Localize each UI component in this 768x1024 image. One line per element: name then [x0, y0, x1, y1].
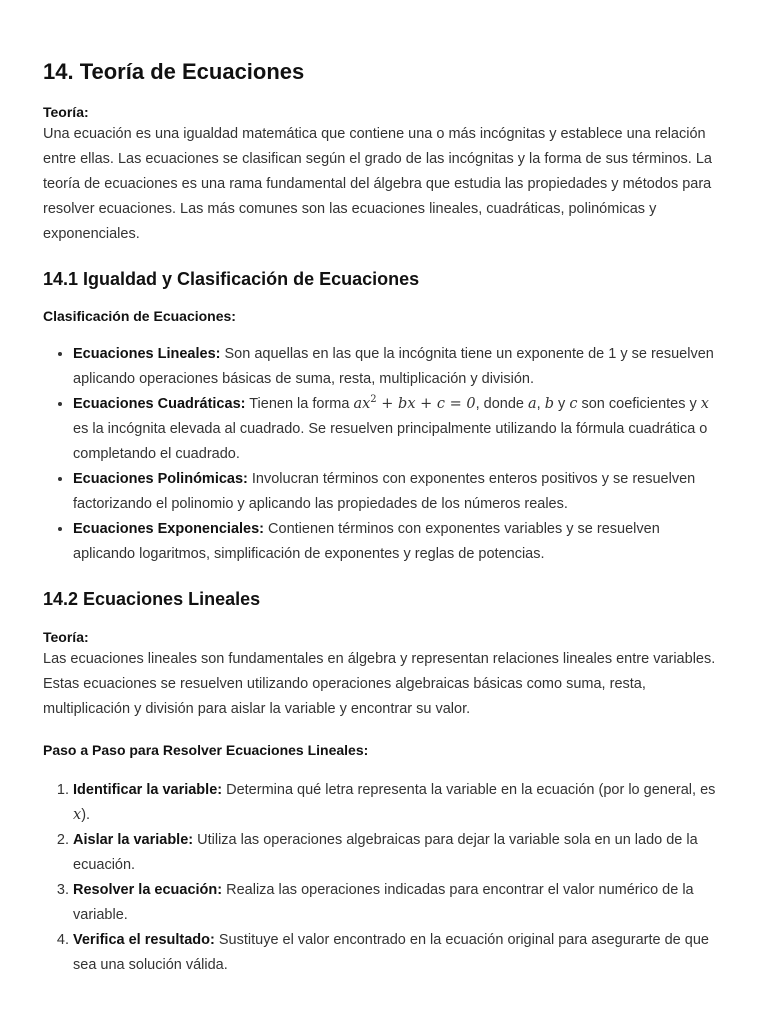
step-item [73, 778, 725, 828]
math-variable: a [528, 396, 537, 412]
term-description: Involucran términos con exponentes enteros positivos y se resuelven factorizando el polinomio y aplicando las propiedades de los números reales. [73, 471, 696, 512]
quadratic-formula [353, 396, 475, 412]
step-label: Verifica el resultado: [73, 932, 215, 948]
theory-label: Teoría: [43, 629, 89, 645]
term-description: y [554, 396, 570, 412]
linear-theory-paragraph: Las ecuaciones lineales son fundamentales en álgebra y representan relaciones lineales entre variables. Estas ecuaciones se resuelven utilizando operaciones algebraicas básicas como suma, resta, multiplicación y división para aislar la variable y encontrar su valor. [43, 651, 716, 717]
classification-list [43, 342, 725, 567]
term-label: Ecuaciones Polinómicas: [73, 471, 248, 487]
step-item [73, 828, 725, 878]
list-item-quadratic [73, 392, 725, 467]
term-description: son coeficientes y [577, 396, 701, 412]
list-item-linear [73, 342, 725, 392]
term-description: Son aquellas en las que la incógnita tiene un exponente de 1 y se resuelven aplicando operaciones básicas de suma, resta, multiplicación y división. [73, 346, 714, 387]
step-description: Sustituye el valor encontrado en la ecuación original para asegurarte de que sea una solución válida. [73, 932, 709, 973]
term-label: Ecuaciones Exponenciales: [73, 521, 264, 537]
steps-heading: Paso a Paso para Resolver Ecuaciones Lineales: [43, 742, 369, 758]
formula-exponent: 2 [370, 394, 377, 406]
step-description: Utiliza las operaciones algebraicas para dejar la variable sola en un lado de la ecuación. [73, 832, 698, 873]
term-description: Contienen términos con exponentes variables y se resuelven aplicando logaritmos, simplificación de exponentes y reglas de potencias. [73, 521, 660, 562]
classification-subheading: Clasificación de Ecuaciones: [43, 308, 236, 324]
formula-rest: + bx + c = 0 [376, 396, 476, 412]
step-label: Aislar la variable: [73, 832, 194, 848]
step-description: Determina qué letra representa la variable en la ecuación (por lo general, es [222, 782, 716, 798]
math-variable: c [569, 396, 578, 412]
intro-paragraph: Una ecuación es una igualdad matemática que contiene una o más incógnitas y establece una relación entre ellas. Las ecuaciones se clasifican según el grado de las incógnitas y la forma de sus términos. La teoría de ecuaciones es una rama fundamental del álgebra que estudia las propiedades y métodos para resolver ecuaciones. Las más comunes son las ecuaciones lineales, cuadráticas, polinómicas y exponenciales. [43, 126, 712, 242]
math-variable: x [73, 807, 82, 823]
steps-list [43, 778, 725, 978]
step-label: Resolver la ecuación: [73, 882, 223, 898]
math-variable: b [544, 396, 555, 412]
step-description: Realiza las operaciones indicadas para encontrar el valor numérico de la variable. [73, 882, 694, 923]
page-title: 14. Teoría de Ecuaciones [43, 59, 305, 84]
section-heading-14-2: 14.2 Ecuaciones Lineales [43, 589, 261, 609]
term-label: Ecuaciones Cuadráticas: [73, 396, 246, 412]
term-description: es la incógnita elevada al cuadrado. Se resuelven principalmente utilizando la fórmula cuadrática o completando el cuadrado. [73, 421, 708, 462]
formula-term: ax [353, 396, 371, 412]
step-item [73, 878, 725, 928]
term-description: Tienen la forma [245, 396, 354, 412]
list-item-polynomial [73, 467, 725, 517]
math-variable: x [700, 396, 709, 412]
step-label: Identificar la variable: [73, 782, 223, 798]
theory-label: Teoría: [43, 104, 89, 120]
section-heading-14-1: 14.1 Igualdad y Clasificación de Ecuaciones [43, 269, 420, 289]
step-description: ). [81, 807, 91, 823]
list-item-exponential [73, 517, 725, 567]
term-description: , donde [475, 396, 529, 412]
step-item [73, 928, 725, 978]
term-label: Ecuaciones Lineales: [73, 346, 221, 362]
term-description: , [536, 396, 545, 412]
